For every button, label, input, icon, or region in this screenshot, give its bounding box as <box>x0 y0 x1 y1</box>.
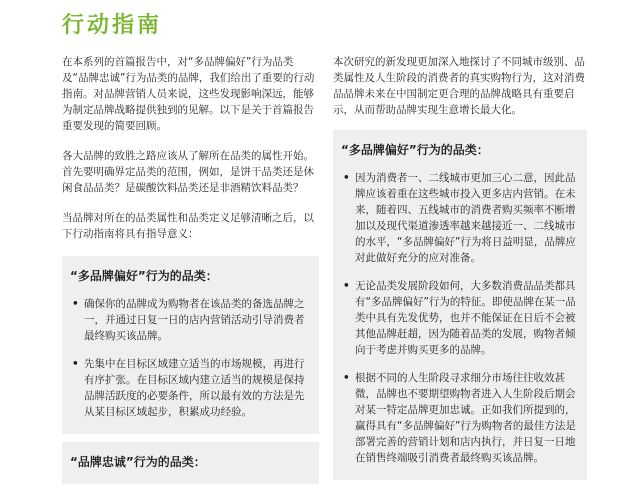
right-column <box>333 54 587 488</box>
guide-paragraph: 当品牌对所在的品类属性和品类定义足够清晰之后，以下行动指南将具有指导意义： <box>62 212 314 240</box>
bullet-item: • 根据不同的人生阶段寻求细分市场往往收效甚微，品牌也不要期望购物者进入人生阶段后期会对某一特定品牌更加忠诚。正如我们所提到的，赢得具有“多品牌偏好”行为购物者的最佳方法是部署完善的营销计划和店内执行，并日复一日地在销售终端吸引消费者最终购买该品牌。 <box>341 370 579 466</box>
multi-brand-box <box>62 256 319 434</box>
research-paragraph: 本次研究的新发现更加深入地探讨了不同城市级别、品类属性及人生阶段的消费者的真实购物行为，这对消费品品牌未来在中国制定更合理的品牌战略具有重要启示，从而帮助品牌实现生意增长最大化。 <box>333 56 585 116</box>
bullet-item: • 确保你的品牌成为购物者在该品类的备选品牌之一，并通过日复一日的店内营销活动引导消费者最终购买该品牌。 <box>70 296 311 344</box>
multi-brand-heading-right: “多品牌偏好”行为的品类： <box>341 143 489 157</box>
brand-loyal-heading: “品牌忠诚”行为的品类： <box>70 455 206 469</box>
bullet-item: • 先集中在目标区域建立适当的市场规模，再进行有序扩张。在目标区域内建立适当的规模是保持品牌活跃度的必要条件，所以最有效的方法是先从某目标区域起步，积累成功经验。 <box>70 356 311 420</box>
multi-brand-heading: “多品牌偏好”行为的品类： <box>70 269 218 283</box>
bullet-item: • 因为消费者一、二线城市更加三心二意，因此品牌应该着重在这些城市投入更多店内营销。在未来，随着四、五线城市的消费者购买频率不断增加以及现代渠道渗透率越来越接近一、二线城市的水平，“多品牌偏好”行为将日益明显，品牌应对此做好充分的应对准备。 <box>341 170 579 266</box>
left-column <box>62 54 319 492</box>
bullet-item: • 无论品类发展阶段如何，大多数消费品品类都具有“多品牌偏好”行为的特征。即使品牌在某一品类中具有先发优势，也并不能保证在日后不会被其他品牌赶超，因为随着品类的发展，购物者倾向于考虑并购买更多的品牌。 <box>341 278 579 358</box>
intro-paragraph: 在本系列的首篇报告中，对“多品牌偏好”行为品类及“品牌忠诚”行为品类的品牌，我们给出了重要的行动指南。对品牌营销人员来说，这些发现影响深远，能够为制定品牌战略提供独到的见解。以下是关于首篇报告重要发现的简要回顾。 <box>62 56 315 132</box>
multi-brand-box-right <box>333 130 587 480</box>
brand-loyal-box <box>62 442 319 484</box>
category-paragraph: 各大品牌的致胜之路应该从了解所在品类的属性开始。首先要明确界定品类的范围，例如，是饼干品类还是休闲食品品类？是碳酸饮料品类还是非酒精饮料品类？ <box>62 150 314 194</box>
page-title: 行动指南 <box>62 13 163 38</box>
